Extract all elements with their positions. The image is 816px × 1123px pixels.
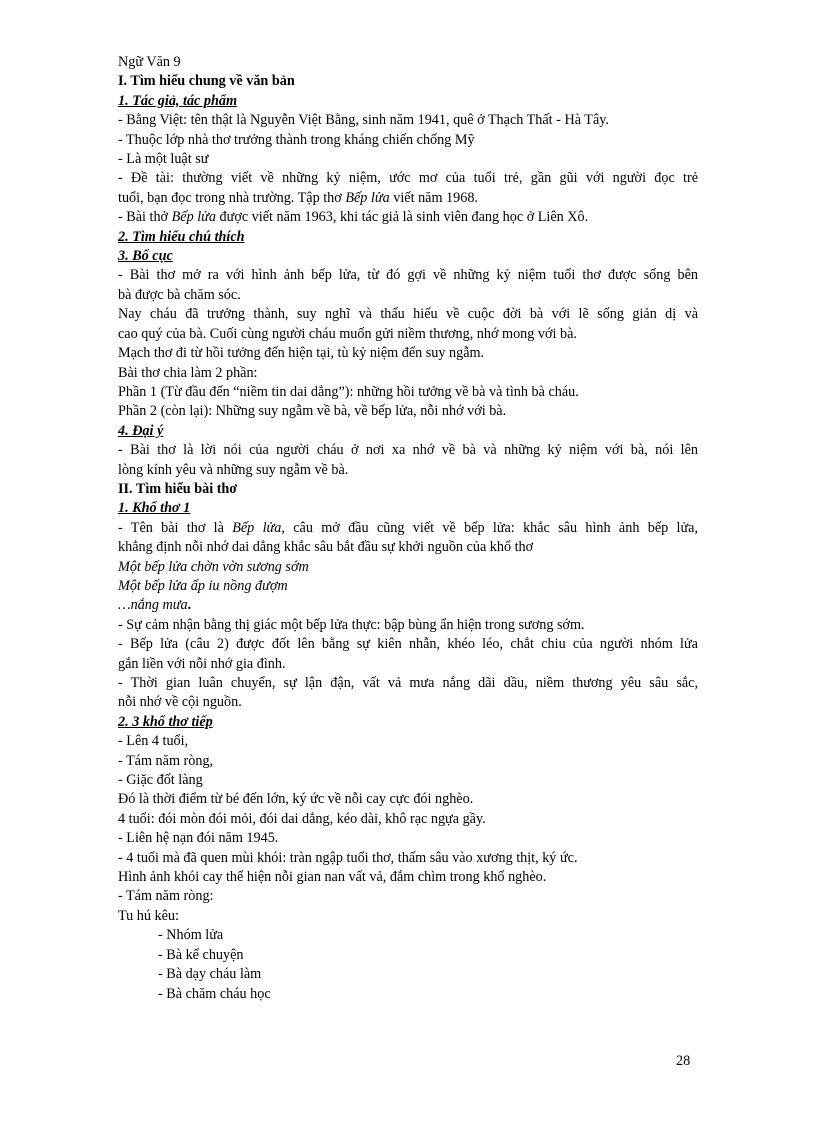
paragraph-line: cao quý của bà. Cuối cùng người cháu muốn gửi niềm thương, nhớ mong với bà.: [118, 325, 577, 342]
paragraph-line: - Bài thở Bếp lửa được viết năm 1963, khi tác giả là sinh viên đang học ở Liên Xô.: [118, 209, 589, 226]
indented-list-item: - Bà dạy cháu làm: [158, 966, 262, 983]
paragraph-line: - Tám năm ròng,: [118, 752, 214, 769]
paragraph-line: - Tên bài thơ là Bếp lửa, câu mở đầu cũng viết về bếp lửa: khắc sâu hình ảnh bếp lửa,: [118, 519, 698, 536]
subsection-heading-notes: 2. Tìm hiểu chú thích: [118, 228, 245, 245]
paragraph-line: Mạch thơ đi từ hồi tưởng đến hiện tại, tù kỷ niệm đến suy ngẫm.: [118, 345, 485, 362]
paragraph-line: 4 tuổi: đói mòn đói mỏi, đói dai dẳng, kéo dài, khô rạc ngựa gầy.: [118, 810, 486, 827]
paragraph-line: lòng kính yêu và những suy ngẫm về bà.: [118, 461, 349, 478]
paragraph-line: Tu hú kêu:: [118, 907, 179, 924]
subject-header: Ngữ Văn 9: [118, 54, 181, 70]
paragraph-line: - Giặc đốt làng: [118, 772, 203, 789]
subsection-heading-stanza-1: 1. Khổ thơ 1: [118, 500, 191, 517]
paragraph-line: Nay cháu đã trưởng thành, suy nghĩ và thấu hiểu về cuộc đời bà với lẽ sống giản dị và: [118, 306, 698, 323]
paragraph-line: Đó là thời điểm từ bé đến lớn, ký ức về nỗi cay cực đói nghèo.: [118, 791, 474, 808]
paragraph-line: - 4 tuổi mà đã quen mùi khói: tràn ngập tuổi thơ, thấm sâu vào xương thịt, ký ức.: [118, 849, 578, 866]
verse-line: Một bếp lửa ấp iu nồng đượm: [118, 577, 288, 594]
paragraph-line: - Thời gian luân chuyển, sự lận đận, vất vả mưa nắng dãi dầu, niềm thương yêu sâu sắc,: [118, 675, 698, 691]
paragraph-line: Phần 1 (Từ đầu đến “niềm tin dai dẳng”): những hồi tưởng về bà và tình bà cháu.: [118, 383, 579, 400]
paragraph-line: - Sự cảm nhận bằng thị giác một bếp lửa thực: bập bùng ẩn hiện trong sương sớm.: [118, 616, 585, 633]
paragraph-line: gắn liền với nỗi nhớ gia đình.: [118, 655, 286, 672]
paragraph-line: - Đề tài: thường viết về những kỷ niệm, ước mơ của tuổi trẻ, gần gũi với người đọc trẻ: [118, 170, 698, 187]
paragraph-line: - Lên 4 tuổi,: [118, 733, 189, 750]
paragraph-line: Bài thơ chia làm 2 phần:: [118, 364, 258, 381]
paragraph-line: bà được bà chăm sóc.: [118, 286, 241, 303]
subsection-heading-next-stanzas: 2. 3 khổ thơ tiếp: [118, 713, 213, 730]
paragraph-line: Phần 2 (còn lại): Những suy ngẫm về bà, về bếp lửa, nỗi nhớ với bà.: [118, 403, 507, 420]
verse-line: …nắng mưa.: [118, 597, 192, 614]
document-page: [118, 53, 698, 1004]
paragraph-line: - Liên hệ nạn đói năm 1945.: [118, 830, 279, 847]
paragraph-line: - Bằng Việt: tên thật là Nguyễn Việt Bằng, sinh năm 1941, quê ở Thạch Thất - Hà Tây.: [118, 112, 609, 129]
paragraph-line: tuổi, bạn đọc trong nhà trường. Tập thơ Bếp lửa viết năm 1968.: [118, 189, 478, 206]
paragraph-line: Hình ảnh khói cay thể hiện nỗi gian nan vất vả, đắm chìm trong khổ nghèo.: [118, 869, 547, 886]
page-number: 28: [676, 1053, 691, 1069]
paragraph-line: - Là một luật sư: [118, 151, 209, 168]
indented-list-item: - Bà chăm cháu học: [158, 985, 271, 1002]
paragraph-line: - Bếp lửa (câu 2) được đốt lên bằng sự kiên nhẫn, khéo léo, chắt chiu của người nhóm lửa: [118, 636, 698, 653]
section-heading-2: II. Tìm hiểu bài thơ: [118, 480, 238, 497]
paragraph-line: - Tám năm ròng:: [118, 888, 214, 905]
paragraph-line: - Bài thơ mở ra với hình ảnh bếp lửa, từ đó gợi về những kỷ niệm tuổi thơ được sống bên: [118, 267, 698, 284]
paragraph-line: nỗi nhớ về cội nguồn.: [118, 694, 242, 711]
verse-line: Một bếp lửa chờn vờn sương sớm: [118, 558, 309, 575]
paragraph-line: - Bài thơ là lời nói của người cháu ở nơi xa nhớ về bà và những kỷ niệm với bà, nói lên: [118, 442, 698, 459]
section-heading-1: I. Tìm hiểu chung về văn bản: [118, 73, 295, 90]
indented-list-item: - Nhóm lửa: [158, 927, 224, 944]
subsection-heading-author: 1. Tác giả, tác phẩm: [118, 92, 238, 109]
paragraph-line: khẳng định nỗi nhớ dai dẳng khắc sâu bắt đầu sự khởi nguồn của khổ thơ: [118, 539, 534, 556]
paragraph-line: - Thuộc lớp nhà thơ trưởng thành trong kháng chiến chống Mỹ: [118, 131, 475, 148]
subsection-heading-main-idea: 4. Đại ý: [118, 422, 164, 439]
indented-list-item: - Bà kể chuyện: [158, 946, 244, 963]
subsection-heading-structure: 3. Bố cục: [118, 248, 173, 265]
